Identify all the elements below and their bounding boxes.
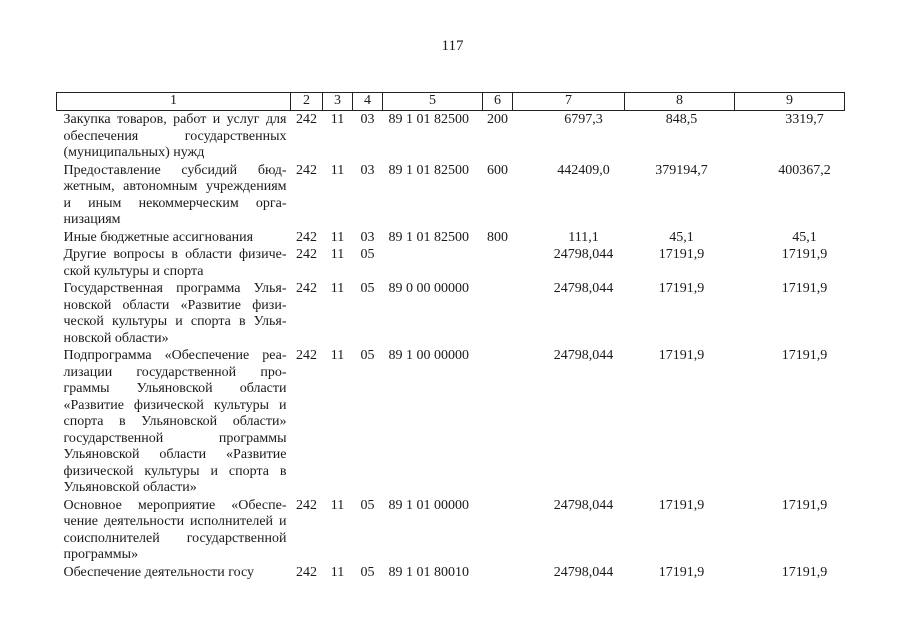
subsection-code: 05 [360,348,375,363]
amount-col-8: 848,5 [665,112,698,127]
subsection-code: 05 [360,281,375,296]
target-article-code: 89 1 00 00000 [388,348,469,363]
target-article-code: 89 1 01 80010 [388,564,469,580]
target-article-code: 89 1 01 82500 [388,162,469,178]
ministry-code: 242 [296,112,317,127]
subsection-code: 05 [360,497,375,513]
ministry-code: 242 [296,497,317,513]
amount-col-7: 24798,044 [553,497,614,513]
amount-col-9: 17191,9 [781,247,828,262]
target-article-code: 89 1 01 82500 [388,112,469,127]
header-col-1: 1 [57,93,291,111]
row-name: Предоставление субсидий бюджетным, автономным учреждениям и иным некоммерческим организациям [63,162,287,227]
subsection-code: 05 [360,247,375,262]
amount-col-9: 17191,9 [781,281,828,296]
target-article-code: 89 0 00 00000 [388,281,469,296]
page-number: 117 [441,38,464,54]
table-header [57,93,845,111]
amount-col-9: 17191,9 [781,564,828,580]
amount-col-7: 111,1 [568,229,599,245]
table-row [57,162,845,229]
amount-col-8: 17191,9 [658,564,705,580]
header-col-3: 3 [323,93,353,111]
ministry-code: 242 [296,281,317,296]
amount-col-9: 17191,9 [781,348,828,363]
table-row [57,564,845,582]
header-col-5: 5 [383,93,483,111]
ministry-code: 242 [296,348,317,363]
row-name: Закупка товаров, работ и услуг для обеспечения государственных (муниципальных) нужд [63,112,287,160]
table-row [57,246,845,280]
section-code: 11 [330,112,345,127]
header-col-2: 2 [291,93,323,111]
header-col-9: 9 [735,93,845,111]
table-row [57,280,845,347]
row-name: Государственная программа Ульяновской области «Развитие физической культуры и спорта в Ульяновской области» [63,281,287,346]
section-code: 11 [330,162,345,178]
row-name: Иные бюджетные ассигнования [63,229,254,245]
row-name: Основное мероприятие «Обеспечение деятельности исполнителей и соисполнителей государственной программы» [63,497,287,562]
ministry-code: 242 [296,162,317,178]
section-code: 11 [330,247,345,262]
section-code: 11 [330,229,345,245]
amount-col-7: 24798,044 [553,348,614,363]
subsection-code: 03 [360,162,375,178]
expense-type-code: 800 [487,229,508,245]
table-row [57,347,845,497]
table-row [57,497,845,564]
amount-col-8: 379194,7 [655,162,708,178]
ministry-code: 242 [296,564,317,580]
amount-col-8: 17191,9 [658,281,705,296]
budget-table [56,92,845,581]
amount-col-8: 17191,9 [658,497,705,513]
amount-col-9: 17191,9 [781,497,828,513]
amount-col-8: 17191,9 [658,348,705,363]
row-name: Обеспечение деятельности госу [63,564,255,580]
header-col-6: 6 [483,93,513,111]
header-col-7: 7 [513,93,625,111]
amount-col-7: 24798,044 [553,281,614,296]
amount-col-7: 24798,044 [553,247,614,262]
subsection-code: 05 [360,564,375,580]
expense-type-code: 200 [487,112,508,127]
amount-col-8: 17191,9 [658,247,705,262]
expense-type-code [483,246,513,280]
expense-type-code [483,497,513,564]
amount-col-9: 400367,2 [778,162,831,178]
row-name: Подпрограмма «Обеспечение реализации государственной программы Ульяновской области «Развитие физической культуры и спорта в Ульяновской области» государственной программы Ульяновской области «Развитие физической культуры и спорта в Ульяновской области» [63,348,287,495]
section-code: 11 [330,348,345,363]
expense-type-code [483,280,513,347]
ministry-code: 242 [296,247,317,262]
section-code: 11 [330,564,345,580]
section-code: 11 [330,281,345,296]
subsection-code: 03 [360,229,375,245]
section-code: 11 [330,497,345,513]
table-row [57,111,845,162]
header-col-4: 4 [353,93,383,111]
subsection-code: 03 [360,112,375,127]
table-row [57,229,845,247]
target-article-code [383,246,483,280]
header-col-8: 8 [625,93,735,111]
ministry-code: 242 [296,229,317,245]
expense-type-code [483,347,513,497]
header-row [57,93,845,111]
target-article-code: 89 1 01 00000 [388,497,469,513]
row-name: Другие вопросы в области физической культуры и спорта [63,247,287,279]
expense-type-code: 600 [487,162,508,178]
table-body [57,111,845,582]
expense-type-code [483,564,513,582]
amount-col-9: 45,1 [792,229,817,245]
amount-col-7: 6797,3 [564,112,603,127]
amount-col-7: 24798,044 [553,564,614,580]
amount-col-7: 442409,0 [557,162,610,178]
target-article-code: 89 1 01 82500 [388,229,469,245]
amount-col-8: 45,1 [669,229,694,245]
amount-col-9: 3319,7 [785,112,824,127]
